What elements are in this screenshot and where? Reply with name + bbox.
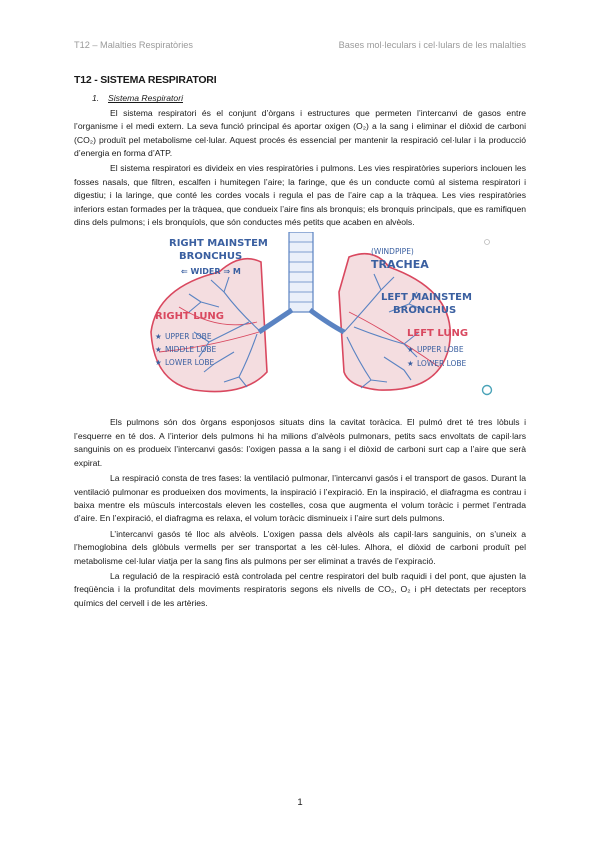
label-left-mainstem-2: BRONCHUS xyxy=(393,305,457,317)
bronchi-shape xyxy=(259,310,344,332)
section-number: 1. xyxy=(92,93,100,104)
svg-text:★: ★ xyxy=(155,332,162,342)
label-wider: ⇐ WIDER ⇒ M xyxy=(181,267,241,277)
document-title: T12 - SISTEMA RESPIRATORI xyxy=(74,74,217,86)
label-right-mainstem-2: BRONCHUS xyxy=(179,251,243,263)
right-lung-shape xyxy=(151,259,267,392)
label-right-upper-lobe: UPPER LOBE xyxy=(165,332,212,342)
header-left-text: T12 – Malalties Respiratòries xyxy=(74,40,193,50)
section-title: Sistema Respiratori xyxy=(108,93,183,104)
logo-icon xyxy=(483,386,492,395)
label-left-upper-lobe: UPPER LOBE xyxy=(417,345,464,355)
label-left-lung: LEFT LUNG xyxy=(407,328,469,340)
paragraph: El sistema respiratori és el conjunt d’òrgans i estructures que permeten l’intercanvi de gasos entre l’organisme i el medi extern. La seva funció principal és aportar oxigen (O₂) a la sang i eliminar el diòxid de carboni (CO₂) produït pel metabolisme cel·lular. Aquest procés és essencial per mantenir la respiració cel·lular i la producció d’energia en forma d’ATP. xyxy=(74,107,526,159)
document-body xyxy=(74,74,526,612)
paragraph: La respiració consta de tres fases: la ventilació pulmonar, l’intercanvi gasós i el transport de gasos. Durant la ventilació pulmonar es produeixen dos moviments, la inspiració i l’expiració. En la inspiració, el diafragma es contrau i baixa mentre els músculs intercostals eleven les costelles, cosa que augmenta el volum toràcic i permet l’entrada d’aire. En l’expiració, el diafragma es relaxa, el volum toràcic disminueix i l’aire surt dels pulmons. xyxy=(74,473,526,524)
label-right-lower-lobe: LOWER LOBE xyxy=(165,358,215,368)
respiratory-system-figure xyxy=(149,232,501,402)
page-header xyxy=(74,40,526,54)
info-icon xyxy=(485,240,490,245)
label-left-lower-lobe: LOWER LOBE xyxy=(417,359,467,369)
label-left-mainstem-1: LEFT MAINSTEM xyxy=(381,292,472,304)
paragraph: El sistema respiratori es divideix en vies respiratòries i pulmons. Les vies respiratòries superiors inclouen les fosses nasals, que filtren, escalfen i humitegen l’aire; la faringe, que és un conducte comú al sistema respiratori i digestiu; i la laringe, que conté les cordes vocals i regula el pas de l’aire cap a la tràquea. Les vies respiratòries inferiors estan formades per la tràquea, que condueix l’aire fins als bronquis; els bronquis principals, que es ramifiquen dins dels pulmons; i els bronquíols, que són conductes més petits que acaben en alvèols. xyxy=(74,163,526,228)
svg-text:★: ★ xyxy=(407,345,414,355)
label-trachea: TRACHEA xyxy=(371,258,429,272)
paragraph: Els pulmons són dos òrgans esponjosos situats dins la cavitat toràcica. El pulmó dret té tres lòbuls i l’esquerre en té dos. A l’interior dels pulmons hi ha milions d’alvèols pulmonars, petits sacs envoltats de capil·lars sanguinis on es produeix l’intercanvi gasós: l’oxigen passa a la sang i el diòxid de carboni surt cap a l’aire que serà expirat. xyxy=(74,417,526,468)
header-right-text: Bases mol·leculars i cel·lulars de les malalties xyxy=(338,40,526,50)
paragraph: L’intercanvi gasós té lloc als alvèols. L’oxigen passa dels alvèols als capil·lars sanguinis, on s’uneix a l’hemoglobina dels glòbuls vermells per ser transportat a les cèl·lules. Alhora, el diòxid de carboni produït pel metabolisme cel·lular viatja per la sang fins als pulmons per ser eliminat a través de l’expiració. xyxy=(74,528,526,566)
svg-text:★: ★ xyxy=(407,359,414,369)
section-heading xyxy=(92,92,526,105)
svg-text:★: ★ xyxy=(155,358,162,368)
label-right-lung: RIGHT LUNG xyxy=(155,311,225,323)
label-right-mainstem-1: RIGHT MAINSTEM xyxy=(169,238,268,250)
left-lung-shape xyxy=(339,254,450,390)
svg-text:★: ★ xyxy=(155,345,162,355)
lungs-illustration xyxy=(149,232,501,402)
label-right-middle-lobe: MIDDLE LOBE xyxy=(165,345,217,355)
paragraph: La regulació de la respiració està controlada pel centre respiratori del bulb raquidi i del pont, que ajusten la freqüència i la profunditat dels moviments respiratoris segons els nivells de CO₂, O₂ i pH detectats per receptors químics del cervell i de les artèries. xyxy=(74,570,526,608)
label-windpipe: (WINDPIPE) xyxy=(371,247,414,257)
page-number: 1 xyxy=(297,797,303,808)
